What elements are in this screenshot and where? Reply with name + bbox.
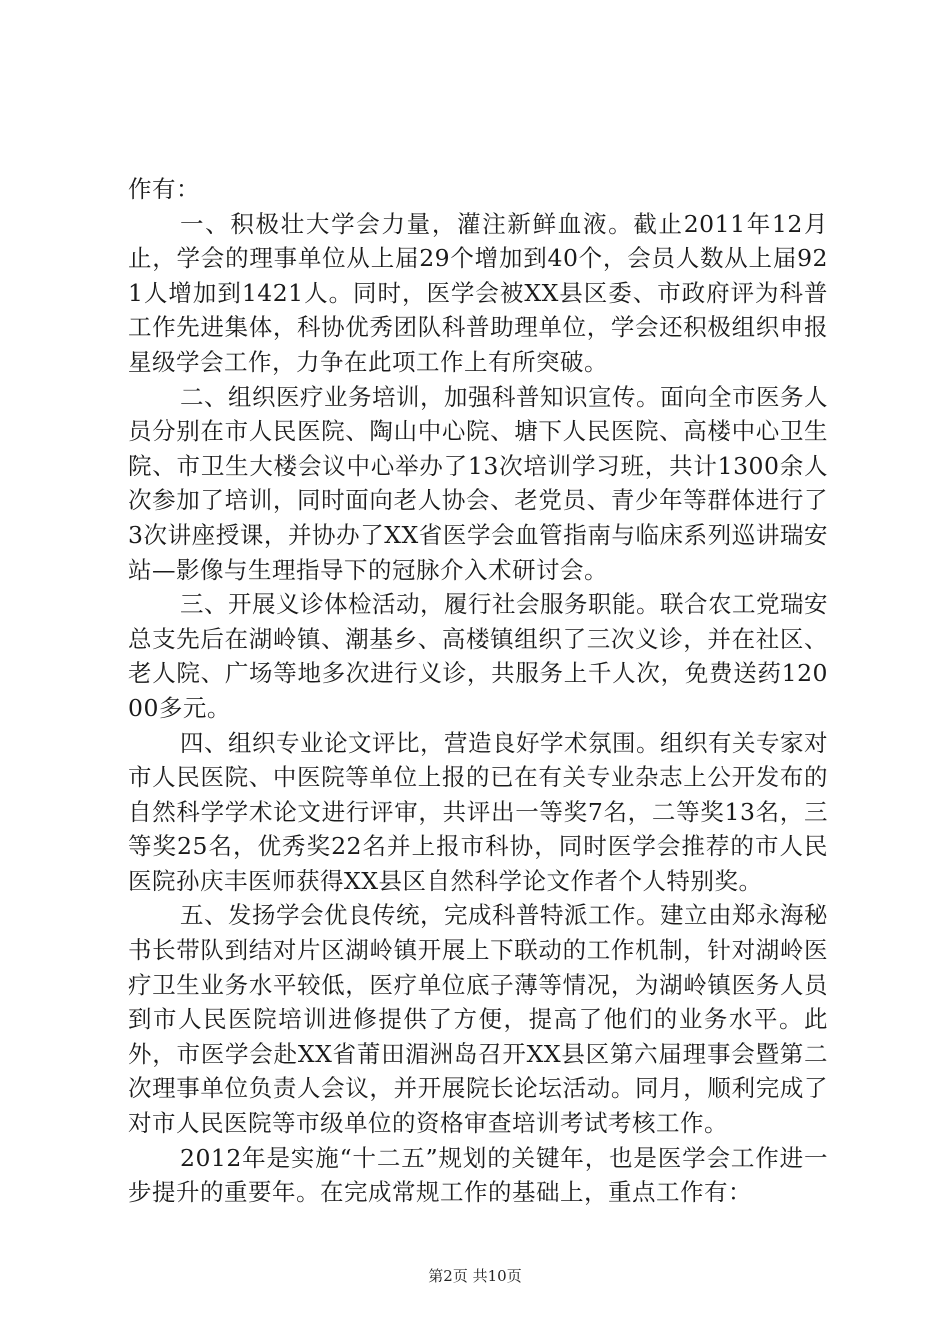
paragraph-2012-plan: 2012年是实施“十二五”规划的关键年，也是医学会工作进一步提升的重要年。在完成常规工作的基础上，重点工作有： (128, 1143, 828, 1207)
page-number-footer: 第2页 共10页 (428, 1267, 522, 1285)
paragraph-item-4: 四、组织专业论文评比，营造良好学术氛围。组织有关专家对市人民医院、中医院等单位上报的已在有关专业杂志上公开发布的自然科学学术论文进行评审，共评出一等奖7名，二等奖13名，三等奖25名，优秀奖22名并上报市科协，同时医学会推荐的市人民医院孙庆丰医师获得XX县区自然科学论文作者个人特别奖。 (128, 728, 828, 895)
paragraph-item-1: 一、积极壮大学会力量，灌注新鲜血液。截止2011年12月止，学会的理事单位从上届29个增加到40个，会员人数从上届921人增加到1421人。同时，医学会被XX县区委、市政府评为科普工作先进集体，科协优秀团队科普助理单位，学会还积极组织申报星级学会工作，力争在此项工作上有所突破。 (128, 209, 828, 376)
document-body (128, 172, 828, 1210)
paragraph-continuation: 作有： (128, 175, 200, 203)
paragraph-item-3: 三、开展义诊体检活动，履行社会服务职能。联合农工党瑞安总支先后在湖岭镇、潮基乡、高楼镇组织了三次义诊，并在社区、老人院、广场等地多次进行义诊，共服务上千人次，免费送药12000多元。 (128, 590, 828, 722)
paragraph-item-2: 二、组织医疗业务培训，加强科普知识宣传。面向全市医务人员分别在市人民医院、陶山中心院、塘下人民医院、高楼中心卫生院、市卫生大楼会议中心举办了13次培训学习班，共计1300余人次参加了培训，同时面向老人协会、老党员、青少年等群体进行了3次讲座授课，并协办了XX省医学会血管指南与临床系列巡讲瑞安站—影像与生理指导下的冠脉介入术研讨会。 (128, 382, 828, 584)
paragraph-item-5: 五、发扬学会优良传统，完成科普特派工作。建立由郑永海秘书长带队到结对片区湖岭镇开展上下联动的工作机制，针对湖岭医疗卫生业务水平较低，医疗单位底子薄等情况，为湖岭镇医务人员到市人民医院培训进修提供了方便，提高了他们的业务水平。此外，市医学会赴XX省莆田湄洲岛召开XX县区第六届理事会暨第二次理事单位负责人会议，并开展院长论坛活动。同月，顺利完成了对市人民医院等市级单位的资格审查培训考试考核工作。 (128, 901, 828, 1138)
